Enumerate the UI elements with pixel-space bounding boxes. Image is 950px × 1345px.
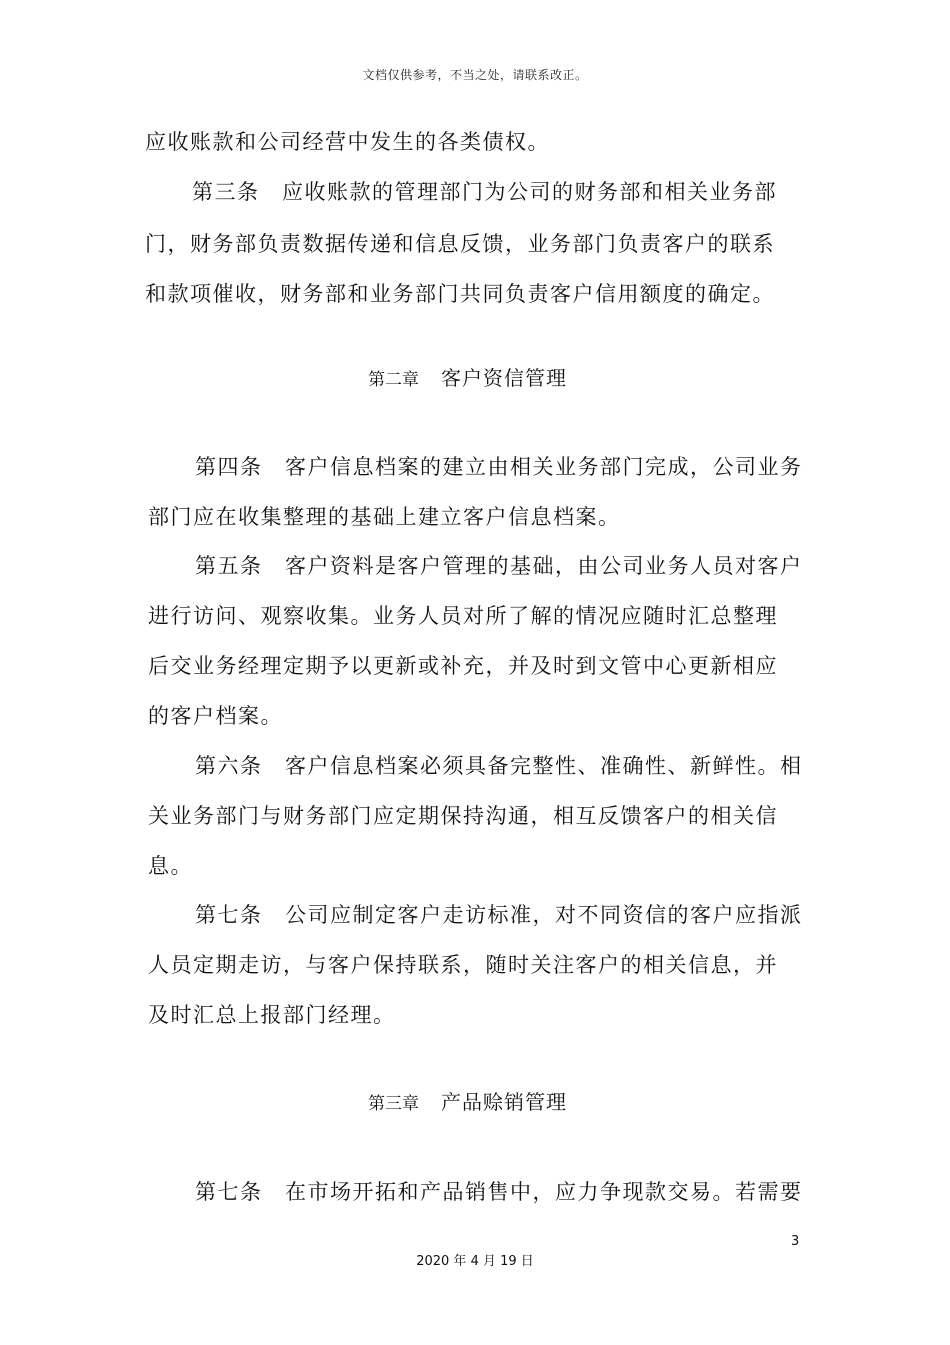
paragraph-line: 进行访问、观察收集。业务人员对所了解的情况应随时汇总整理 [148,604,778,628]
page-number: 3 [791,1234,800,1249]
chapter-number: 第二章 [368,370,419,390]
paragraph-line: 的客户档案。 [148,704,283,728]
paragraph-line: 和款项催收，财务部和业务部门共同负责客户信用额度的确定。 [145,282,775,306]
paragraph-line: 部门应在收集整理的基础上建立客户信息档案。 [148,505,621,529]
paragraph-line: 人员定期走访，与客户保持联系，随时关注客户的相关信息，并 [148,953,778,977]
paragraph-line: 第五条 客户资料是客户管理的基础，由公司业务人员对客户 [195,554,803,578]
paragraph-line: 后交业务经理定期予以更新或补充，并及时到文管中心更新相应 [148,654,778,678]
paragraph-line: 第三条 应收账款的管理部门为公司的财务部和相关业务部 [192,180,777,204]
paragraph-line: 门，财务部负责数据传递和信息反馈，业务部门负责客户的联系 [145,232,775,256]
paragraph-line: 第六条 客户信息档案必须具备完整性、准确性、新鲜性。相 [195,754,803,778]
chapter-title: 客户资信管理 [441,366,567,390]
paragraph-line: 息。 [148,854,193,878]
chapter-heading [368,1090,567,1116]
chapter-title: 产品赊销管理 [441,1090,567,1114]
paragraph-line: 关业务部门与财务部门应定期保持沟通，相互反馈客户的相关信 [148,804,778,828]
paragraph-line: 第七条 在市场开拓和产品销售中，应力争现款交易。若需要 [195,1180,803,1204]
footer-date: 2020 年 4 月 19 日 [416,1254,534,1269]
chapter-heading [368,366,567,392]
paragraph-line: 及时汇总上报部门经理。 [148,1003,396,1027]
document-header-note: 文档仅供参考，不当之处，请联系改正。 [362,68,588,82]
paragraph-line: 第四条 客户信息档案的建立由相关业务部门完成，公司业务 [195,455,803,479]
paragraph-line: 应收账款和公司经营中发生的各类债权。 [145,130,550,154]
paragraph-line: 第七条 公司应制定客户走访标准，对不同资信的客户应指派 [195,903,803,927]
chapter-number: 第三章 [368,1094,419,1114]
